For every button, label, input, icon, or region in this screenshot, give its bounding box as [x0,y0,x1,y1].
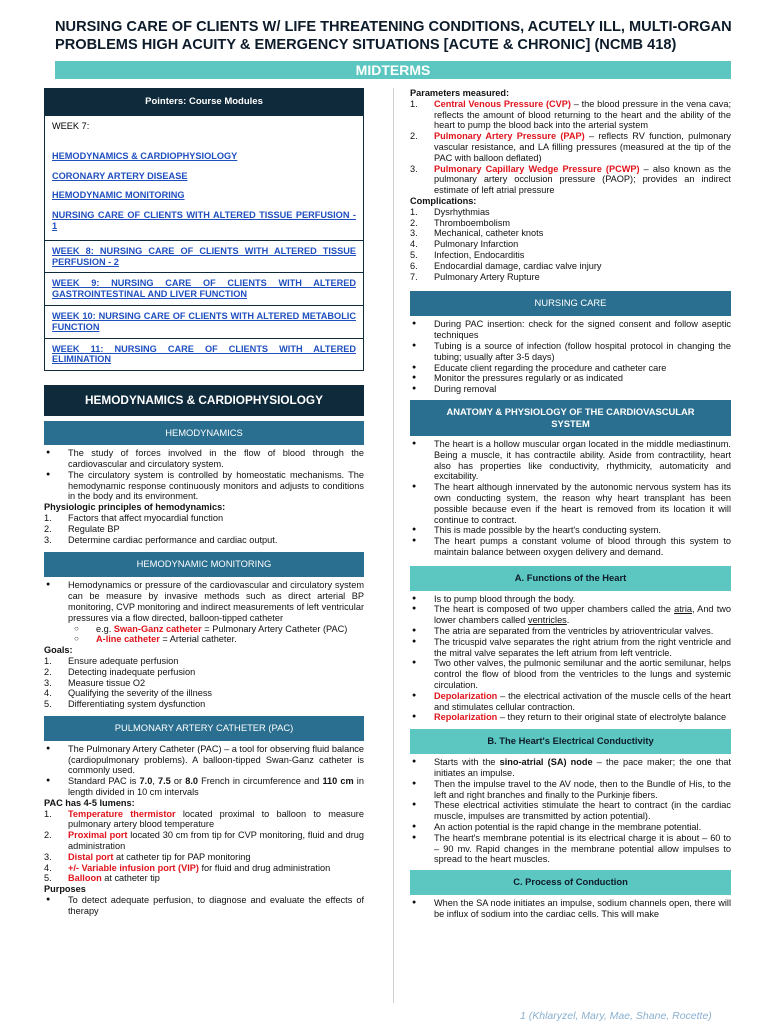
list-item: ● The heart pumps a constant volume of blood through this system to maintain balance between oxygen delivery and demand. [410,536,731,558]
list-item: ● The heart is composed of two upper chambers called the atria, And two lower chambers called ventricles. [410,604,731,626]
list-item: 1. Dysrhythmias [410,206,490,217]
anatomy-list [410,439,731,558]
functions-heading: A. Functions of the Heart [410,566,731,591]
list-item: ● Educate client regarding the procedure and catheter care [410,363,731,374]
purposes-list [44,895,364,917]
list-item: 5. Infection, Endocarditis [410,249,525,260]
list-item: ● During PAC insertion: check for the signed consent and follow aseptic techniques [410,319,731,341]
list-item: ● Starts with the sino-atrial (SA) node – the pace maker; the one that initiates an impulse. [410,757,731,779]
list-item: ● Repolarization – they return to their original state of electrolyte balance [410,712,731,723]
list-item: 2. Thromboembolism [410,217,511,228]
complications-label: Complications: [410,195,477,206]
principles-label: Physiologic principles of hemodynamics: [44,502,226,513]
module-link[interactable]: CORONARY ARTERY DISEASE [52,170,188,181]
module-link[interactable]: WEEK 10: NURSING CARE OF CLIENTS WITH ALTERED METABOLIC FUNCTION [52,310,356,332]
week11-cell [45,339,363,371]
module-link[interactable]: HEMODYNAMICS & CARDIOPHYSIOLOGY [52,150,238,161]
week7-cell [45,116,363,241]
list-item: ● Two other valves, the pulmonic semilunar and the aortic semilunar, helps control the flow of blood from the ventricles to the lungs and systemic circulation. [410,658,731,690]
list-item: 2. Proximal port located 30 cm from tip for CVP monitoring, fluid and drug administration [44,830,364,852]
list-item: ● Is to pump blood through the body. [410,594,731,605]
list-item: ● Standard PAC is 7.0, 7.5 or 8.0 French in circumference and 110 cm in length divided in 10 cm intervals [44,776,364,798]
lumens-list [44,809,364,885]
list-item: ● Depolarization – the electrical activation of the muscle cells of the heart and stimulates cellular contraction. [410,691,731,713]
conductivity-heading: B. The Heart's Electrical Conductivity [410,729,731,754]
module-link[interactable]: WEEK 11: NURSING CARE OF CLIENTS WITH ALTERED ELIMINATION [52,343,356,365]
left-column [44,88,364,917]
list-item: 1. Factors that affect myocardial function [44,512,224,523]
module-link[interactable]: WEEK 9: NURSING CARE OF CLIENTS WITH ALTERED GASTROINTESTINAL AND LIVER FUNCTION [52,278,356,300]
hemo-monitoring-list [44,580,364,623]
list-item: ● The Pulmonary Artery Catheter (PAC) – a tool for observing fluid balance (cardiopulmonary problems). A balloon-tipped Swan-Ganz catheter is commonly used. [44,744,364,776]
week7-label: WEEK 7: [52,121,90,131]
list-item: 5. Differentiating system dysfunction [44,699,206,710]
pointers-heading: Pointers: Course Modules [44,88,364,116]
list-item: 3. Pulmonary Capillary Wedge Pressure (PCWP) – also known as the pulmonary artery occlusion pressure (PAOP); provides an indirect estimate of left atrial pressure [410,163,731,196]
goals-label: Goals: [44,645,73,656]
parameters-list [410,99,731,196]
week9-cell [45,273,363,306]
pointers-box [44,116,364,371]
list-item: ○ e.g. Swan-Ganz catheter = Pulmonary Artery Catheter (PAC) [44,624,364,635]
module-link[interactable]: HEMODYNAMIC MONITORING [52,190,185,201]
hemodynamics-list [44,448,364,502]
list-item: 6. Endocardial damage, cardiac valve injury [410,260,602,271]
list-item: ● The study of forces involved in the flow of blood through the cardiovascular and circulatory system. [44,448,364,470]
pac-list [44,744,364,798]
conduction-list [410,898,731,920]
purposes-label: Purposes [44,884,86,895]
hemo-monitoring-heading: HEMODYNAMIC MONITORING [44,552,364,577]
list-item: 2. Detecting inadequate perfusion [44,666,196,677]
list-item: ● The heart is a hollow muscular organ located in the middle mediastinum. Being a muscle, it has contractile ability. Aside from contractility, heart also has properties like conductivity, rhythmicity, automaticity and excitability. [410,439,731,482]
list-item: 3. Measure tissue O2 [44,677,146,688]
complications-list [410,207,731,283]
list-item: ○ A-line catheter = Arterial catheter. [44,634,364,645]
list-item: ● To detect adequate perfusion, to diagnose and evaluate the effects of therapy [44,895,364,917]
parameters-label: Parameters measured: [410,88,510,98]
list-item: ● When the SA node initiates an impulse, sodium channels open, there will be influx of sodium into the cardiac cells. This will make [410,898,731,920]
list-item: 3. Distal port at catheter tip for PAP monitoring [44,851,251,862]
anatomy-heading: ANATOMY & PHYSIOLOGY OF THE CARDIOVASCULAR SYSTEM [410,400,731,436]
list-item: 2. Pulmonary Artery Pressure (PAP) – reflects RV function, pulmonary vascular resistance, and LA filling pressures (measured at the tip of the PAC with balloon deflated) [410,131,731,163]
list-item: ● These electrical activities stimulate the heart to contract (in the cardiac muscle, impulses are transmitted by action potential). [410,800,731,822]
midterms-banner: MIDTERMS [55,61,731,79]
list-item: ● This is made possible by the heart's conducting system. [410,525,731,536]
list-item: ● An action potential is the rapid change in the membrane potential. [410,822,731,833]
list-item: ● The heart although innervated by the autonomic nervous system has its own conducting system, the reason why heart transplant has been possible because even if the heart is removed from its location it will continue to contract. [410,482,731,525]
column-divider [393,88,394,1003]
goals-list [44,656,364,710]
list-item: ● The heart's membrane potential is its electrical charge it is about – 60 to – 90 mv. Rapid changes in the membrane potential allow impulses to spread to the heart muscles. [410,833,731,865]
list-item: ● Then the impulse travel to the AV node, then to the Bundle of His, to the left and right branches and finally to the Purkinje fibers. [410,779,731,801]
nursing-care-heading: NURSING CARE [410,291,731,316]
list-item: 1. Central Venous Pressure (CVP) – the blood pressure in the vena cava; reflects the amount of blood returning to the heart and the ability of the heart to pump the blood back into the arterial system [410,98,731,131]
week8-cell [45,241,363,274]
right-column [410,88,731,920]
functions-list [410,594,731,724]
document-title: NURSING CARE OF CLIENTS W/ LIFE THREATENING CONDITIONS, ACUTELY ILL, MULTI-ORGAN PROBLEMS HIGH ACUITY & EMERGENCY SITUATIONS [ACUTE & CHRONIC] (NCMB 418) [55,19,732,53]
list-item: 4. Qualifying the severity of the illness [44,688,213,699]
list-item: 1. Ensure adequate perfusion [44,655,179,666]
nursing-care-list [410,319,731,395]
module-link[interactable]: WEEK 8: NURSING CARE OF CLIENTS WITH ALTERED TISSUE PERFUSION - 2 [52,245,356,267]
list-item: ● The tricuspid valve separates the right atrium from the right ventricle and the mitral valve separates the left atrium from left ventricle. [410,637,731,659]
week10-cell [45,306,363,339]
hemodynamics-heading: HEMODYNAMICS [44,421,364,445]
list-item: ● During removal [410,384,731,395]
hemo-cardio-heading: HEMODYNAMICS & CARDIOPHYSIOLOGY [44,385,364,416]
conduction-heading: C. Process of Conduction [410,870,731,895]
list-item: 5. Balloon at catheter tip [44,873,160,884]
list-item: ● Tubing is a source of infection (follow hospital protocol in changing the tubing; usually after 3-5 days) [410,341,731,363]
list-item: 1. Temperature thermistor located proximal to balloon to measure pulmonary artery blood temperature [44,808,364,830]
pac-heading: PULMONARY ARTERY CATHETER (PAC) [44,716,364,741]
lumens-label: PAC has 4-5 lumens: [44,797,135,808]
list-item: 4. +/- Variable infusion port (VIP) for fluid and drug administration [44,862,331,873]
list-item: ● Monitor the pressures regularly or as indicated [410,373,731,384]
list-item: 2. Regulate BP [44,523,120,534]
page-footer: 1 (Khlaryzel, Mary, Mae, Shane, Rocette) [520,1010,712,1022]
list-item: 3. Determine cardiac performance and cardiac output. [44,534,278,545]
list-item: ● Hemodynamics or pressure of the cardiovascular and circulatory system can be measure by invasive methods such as direct arterial BP monitoring, CVP monitoring and indirect measurements of left ventricular pressures via a flow directed, balloon-tipped catheter [44,580,364,623]
module-link[interactable]: NURSING CARE OF CLIENTS WITH ALTERED TISSUE PERFUSION - 1 [52,210,356,231]
list-item: 7. Pulmonary Artery Rupture [410,271,540,282]
list-item: 4. Pulmonary Infarction [410,239,519,250]
list-item: ● The circulatory system is controlled by homeostatic mechanisms. The hemodynamic response continuously monitors and adjusts to conditions in the body and its environment. [44,470,364,502]
list-item: 3. Mechanical, catheter knots [410,228,544,239]
list-item: ● The atria are separated from the ventricles by atrioventricular valves. [410,626,731,637]
catheter-sublist [44,624,364,646]
principles-list [44,513,364,545]
conductivity-list [410,757,731,865]
